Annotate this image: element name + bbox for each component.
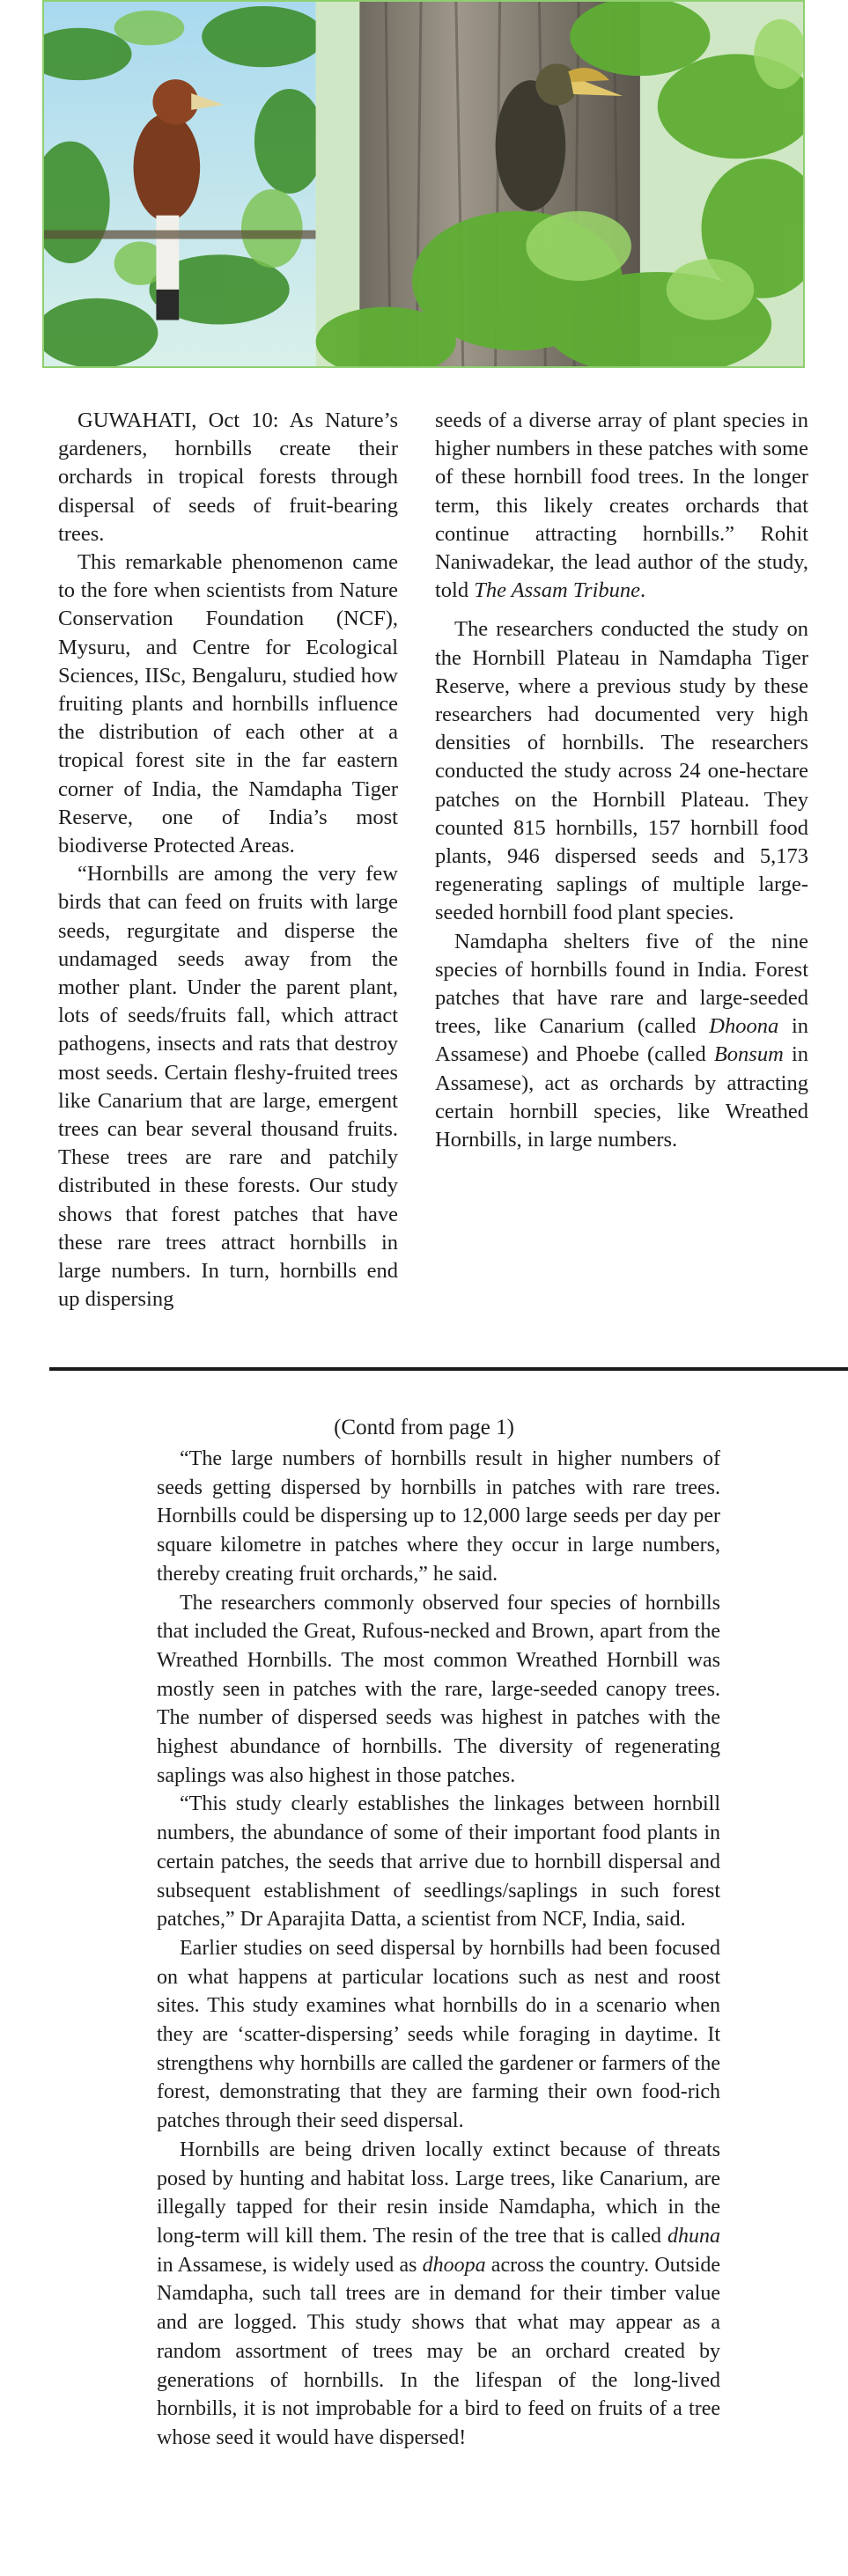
hornbill-photo [42, 0, 805, 368]
article-paragraph: GUWAHATI, Oct 10: As Nature’s gardeners, hornbills create their orchards in tropical forests through dispersal of seeds of fruit-bearing trees. [58, 408, 398, 546]
article-paragraph: “Hornbills are among the very few birds that can feed on fruits with large seeds, regurgitate and disperse the undamaged seeds away from the mother plant. Under the parent plant, lots of seeds/fruits fall, which attract pathogens, insects and rats that destroy most seeds. Certain fleshy-fruited trees like Canarium that are large, emergent trees can bear several thousand fruits. These trees are rare and patchily distributed in these forests. Our study shows that forest patches that have these rare trees attract hornbills in large numbers. In turn, hornbills end up dispersing [58, 862, 398, 1312]
newspaper-name: The Assam Tribune [474, 578, 641, 603]
article-paragraph: seeds of a diverse array of plant species in higher numbers in these patches with some of these hornbill food trees. In the longer term, this likely creates orchards that continue attracting hornbills.” Rohit Naniwadekar, the lead author of the study, told The Assam Tribune. [435, 408, 808, 603]
article-right-column [435, 407, 808, 1154]
hornbill-photo-illustration [44, 2, 803, 366]
article-left-column [58, 407, 398, 1314]
continued-article [157, 1445, 720, 2453]
article-paragraph: This remarkable phenomenon came to the fore when scientists from Nature Conservation Foundation (NCF), Mysuru, and Centre for Ecological Sciences, IISc, Bengaluru, studied how fruiting plants and hornbills influence the distribution of each other at a tropical forest site in the far eastern corner of India, the Namdapha Tiger Reserve, one of India’s most biodiverse Protected Areas. [58, 550, 398, 858]
article-paragraph: Namdapha shelters five of the nine species of hornbills found in India. Forest patches that have rare and large-seeded trees, like Canarium (called Dhoona in Assamese) and Phoebe (called Bonsum in Assamese), act as orchards by attracting certain hornbill species, like Wreathed Hornbills, in large numbers. [435, 929, 808, 1152]
article-paragraph: The researchers commonly observed four species of hornbills that included the Great, Rufous-necked and Brown, apart from the Wreathed Hornbills. The most common Wreathed Hornbill was mostly seen in patches with the rare, large-seeded canopy trees. The number of dispersed seeds was highest in patches with the highest abundance of hornbills. The diversity of regenerating saplings was also highest in those patches. [157, 1591, 720, 1787]
article-paragraph: Hornbills are being driven locally extinct because of threats posed by hunting and habitat loss. Large trees, like Canarium, are illegally tapped for their resin inside Namdapha, which in the long-term will kill them. The resin of the tree that is called dhuna in Assamese, is widely used as dhoopa across the country. Outside Namdapha, such tall trees are in demand for their timber value and are logged. This study shows that what may appear as a random assortment of trees may be an orchard created by generations of hornbills. In the lifespan of the long-lived hornbills, it is not improbable for a bird to feed on fruits of a tree whose seed it would have dispersed! [157, 2138, 720, 2449]
article-paragraph: Earlier studies on seed dispersal by hornbills had been focused on what happens at particular locations such as nest and roost sites. This study examines what hornbills do in a scenario when they are ‘scatter-dispersing’ seeds while foraging in daytime. It strengthens why hornbills are called the gardener or farmers of the forest, demonstrating that they are farming their own food-rich patches through their seed dispersal. [157, 1936, 720, 2133]
article-paragraph: “This study clearly establishes the linkages between hornbill numbers, the abundance of some of their important food plants in certain patches, the seeds that arrive due to hornbill dispersal and subsequent establishment of seedlings/saplings in such forest patches,” Dr Aparajita Datta, a scientist from NCF, India, said. [157, 1792, 720, 1932]
continued-header: (Contd from page 1) [334, 1416, 514, 1439]
section-divider [49, 1367, 848, 1371]
article-paragraph: The researchers conducted the study on the Hornbill Plateau in Namdapha Tiger Reserve, where a previous study by these researchers had documented very high densities of hornbills. The researchers conducted the study across 24 one-hectare patches on the Hornbill Plateau. They counted 815 hornbills, 157 hornbill food plants, 946 dispersed seeds and 5,173 regenerating saplings of multiple large-seeded hornbill food plant species. [435, 617, 808, 925]
article-paragraph: “The large numbers of hornbills result in higher numbers of seeds getting dispersed by hornbills in patches with rare trees. Hornbills could be dispersing up to 12,000 large seeds per day per square kilometre in patches where they occur in large numbers, thereby creating fruit orchards,” he said. [157, 1447, 720, 1586]
